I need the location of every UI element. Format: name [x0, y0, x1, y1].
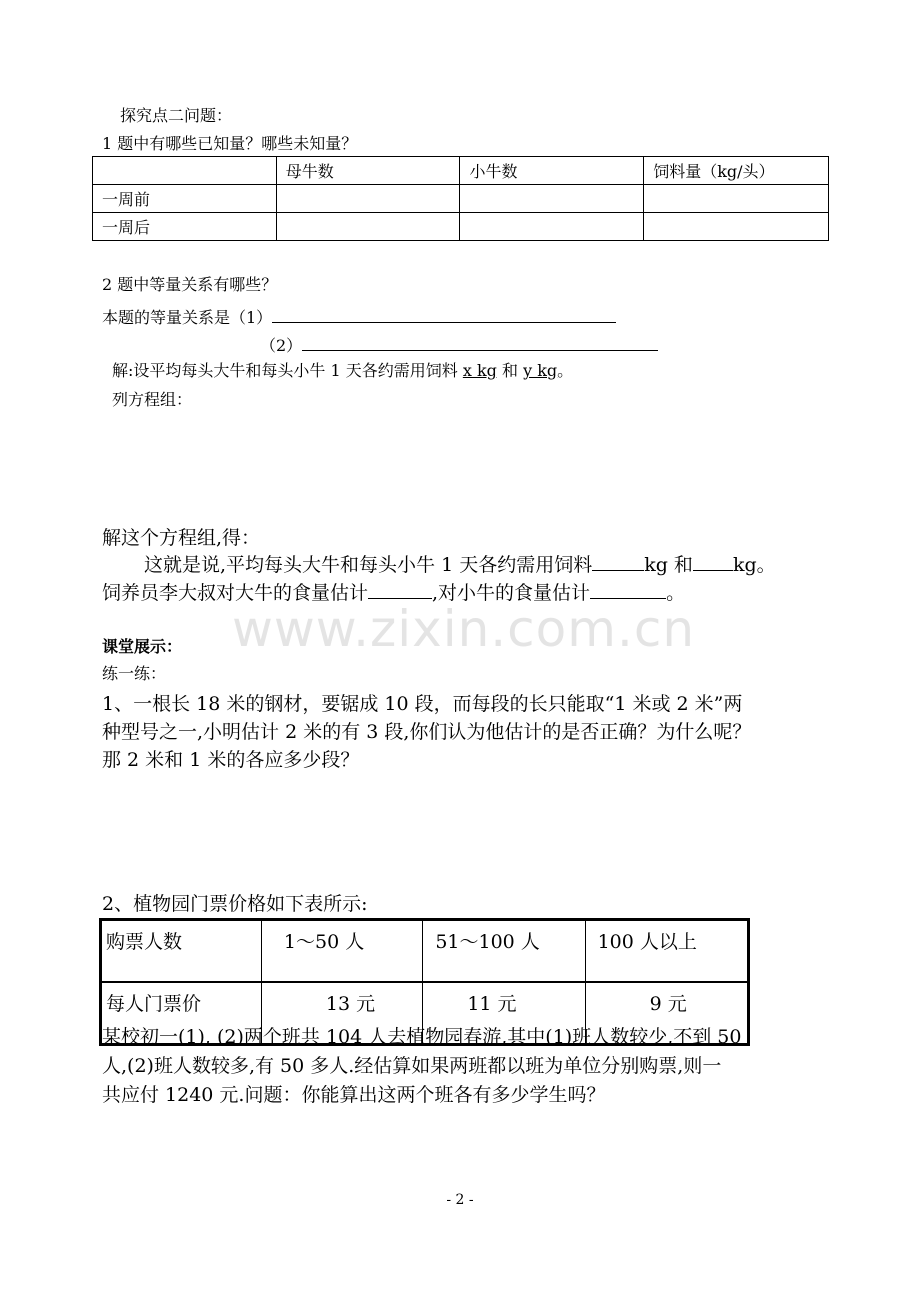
practice-heading: 练一练：	[102, 664, 167, 683]
conclusion-text: 饲养员李大叔对大牛的食量估计	[102, 582, 369, 604]
question-2: 2 题中等量关系有哪些？	[102, 275, 278, 294]
table-cell	[644, 185, 829, 213]
conclusion-line-1	[144, 553, 776, 577]
table-cell: 11 元	[423, 982, 585, 1045]
answer-blank[interactable]	[590, 582, 666, 599]
page-number: - 2 -	[446, 1192, 474, 1208]
answer-blank[interactable]	[368, 582, 432, 599]
conclusion-line-2	[102, 581, 685, 605]
table-cell	[644, 213, 829, 241]
problem-2-line-2: 人,(2)班人数较多,有 50 多人.经估算如果两班都以班为单位分别购票,则一	[102, 1055, 722, 1077]
problem-1-line-1: 1、一根长 18 米的钢材，要锯成 10 段，而每段的长只能取“1 米或 2 米”两	[102, 693, 743, 715]
table-header-row	[93, 157, 829, 185]
answer-blank[interactable]	[592, 554, 644, 571]
table-cell	[460, 213, 644, 241]
solve-mid: 和	[496, 361, 524, 380]
list-equations-label: 列方程组：	[112, 390, 193, 409]
conclusion-text: kg。	[732, 554, 776, 576]
solve-statement	[112, 361, 573, 381]
table-header-cell: 1～50 人	[261, 920, 422, 983]
table-row	[93, 185, 829, 213]
equation-label-1: 本题的等量关系是（1）	[102, 308, 273, 327]
answer-blank[interactable]	[302, 334, 658, 351]
table-cell: 9 元	[585, 982, 748, 1045]
table-row	[93, 213, 829, 241]
problem-2-line-3: 共应付 1240 元.问题：你能算出这两个班各有多少学生吗？	[102, 1084, 606, 1106]
conclusion-text: 这就是说,平均每头大牛和每头小牛 1 天各约需用饲料	[144, 554, 593, 576]
answer-blank[interactable]	[272, 306, 616, 323]
conclusion-text: ,对小牛的食量估计	[432, 582, 591, 604]
variable-y: y kg	[523, 361, 558, 380]
solve-prefix: 解:设平均每头大牛和每头小牛 1 天各约需用饲料	[112, 361, 463, 380]
question-1: 1 题中有哪些已知量？哪些未知量？	[102, 134, 358, 153]
solve-suffix: 。	[557, 361, 574, 380]
conclusion-text: kg 和	[644, 554, 693, 576]
table-cell	[276, 185, 460, 213]
section2-heading: 探究点二问题：	[120, 106, 233, 125]
equation-label-2: （2）	[260, 336, 303, 355]
table-header-cell: 购票人数	[101, 920, 262, 983]
table-cell	[276, 213, 460, 241]
equation-line-1	[102, 306, 616, 328]
table-cell: 每人门票价	[101, 982, 262, 1045]
table-header-row	[101, 920, 749, 983]
table-cell: 一周前	[93, 185, 277, 213]
problem-1-line-2: 种型号之一,小明估计 2 米的有 3 段,你们认为他估计的是否正确？为什么呢？	[102, 721, 752, 743]
table-header-cell: 母牛数	[276, 157, 460, 185]
class-show-heading: 课堂展示：	[102, 637, 183, 656]
table-header-cell: 小牛数	[460, 157, 644, 185]
equation-line-2	[260, 334, 658, 356]
table-header-cell: 100 人以上	[585, 920, 748, 983]
known-unknown-table	[92, 156, 829, 241]
answer-blank[interactable]	[693, 554, 733, 571]
table-header-cell	[93, 157, 277, 185]
table-cell	[460, 185, 644, 213]
problem-1-line-3: 那 2 米和 1 米的各应多少段？	[102, 749, 360, 771]
table-cell: 13 元	[261, 982, 422, 1045]
watermark: www.zixin.com.cn	[232, 600, 696, 658]
solve-system-label: 解这个方程组,得：	[102, 527, 261, 549]
table-header-cell: 饲料量（kg/头）	[644, 157, 829, 185]
conclusion-text: 。	[666, 582, 686, 604]
problem-2-line-1: 某校初一(1), (2)两个班共 104 人去植物园春游,其中(1)班人数较少,不到 50	[102, 1026, 742, 1048]
variable-x: x kg	[462, 361, 497, 380]
table-cell: 一周后	[93, 213, 277, 241]
problem-2-title: 2、植物园门票价格如下表所示:	[102, 893, 368, 915]
table-header-cell: 51～100 人	[423, 920, 585, 983]
